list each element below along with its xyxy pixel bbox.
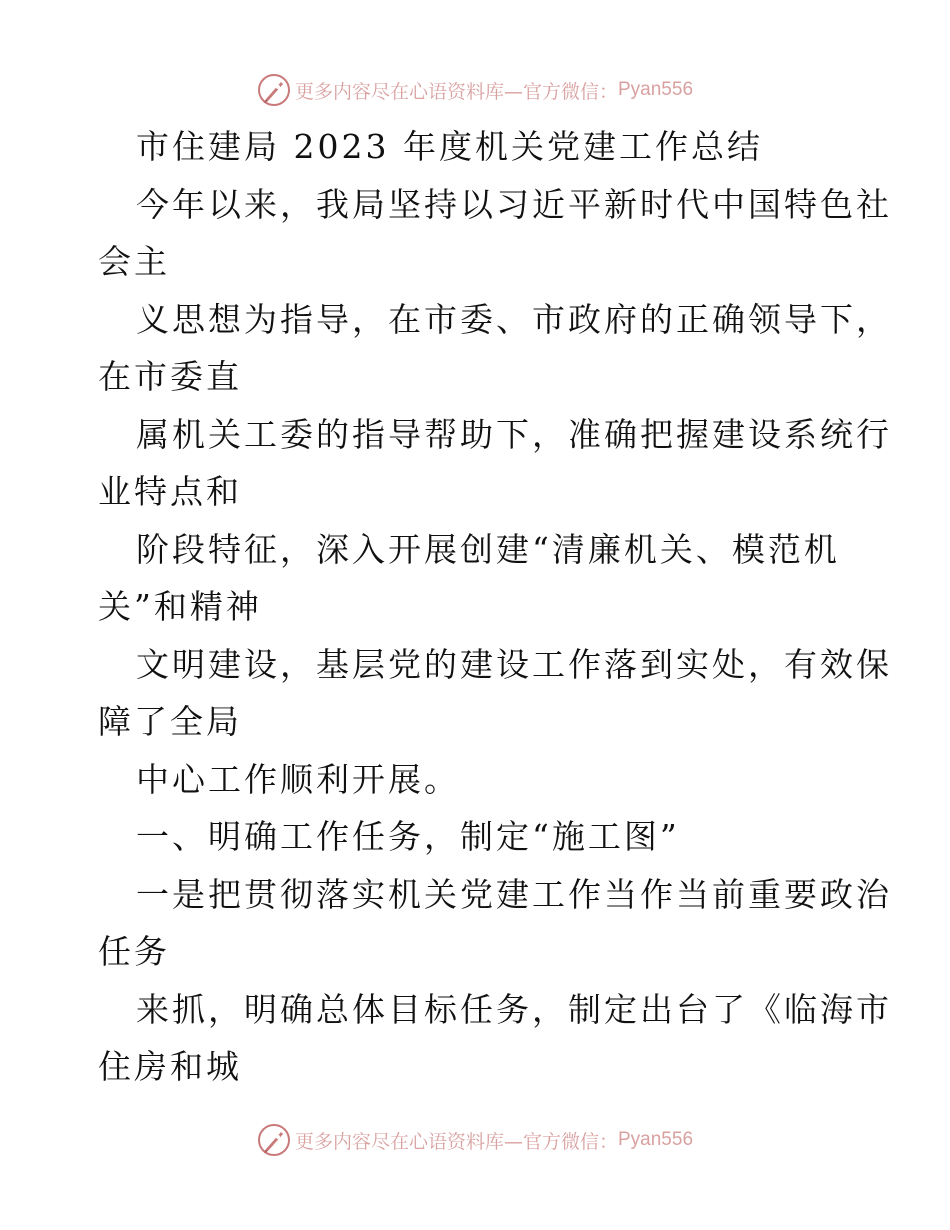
text-line: 一、明确工作任务，制定“施工图” bbox=[136, 817, 680, 856]
footer-banner bbox=[0, 1120, 950, 1160]
text-line: 今年以来，我局坚持以习近平新时代中国特色社 bbox=[136, 184, 892, 224]
text-line: 来抓，明确总体目标任务，制定出台了《临海市 bbox=[136, 989, 892, 1029]
text-line: 会主 bbox=[98, 242, 170, 281]
wechat-id: Pyan556 bbox=[618, 79, 694, 100]
text-line: 在市委直 bbox=[98, 357, 242, 396]
text-line: 关”和精神 bbox=[98, 587, 262, 626]
quill-pen-logo-icon bbox=[257, 1123, 291, 1157]
wechat-id: Pyan556 bbox=[618, 1129, 694, 1150]
text-line: 阶段特征，深入开展创建“清廉机关、模范机 bbox=[136, 529, 840, 569]
header-banner bbox=[0, 70, 950, 110]
document-body bbox=[98, 118, 892, 1096]
text-line: 属机关工委的指导帮助下，准确把握建设系统行 bbox=[136, 414, 892, 454]
text-line: 住房和城 bbox=[98, 1047, 242, 1086]
text-line: 任务 bbox=[98, 932, 170, 971]
text-line: 业特点和 bbox=[98, 472, 242, 511]
text-line: 中心工作顺利开展。 bbox=[136, 759, 460, 799]
text-line: 一是把贯彻落实机关党建工作当作当前重要政治 bbox=[136, 874, 892, 914]
banner-text: 更多内容尽在心语资料库—官方微信： bbox=[294, 80, 618, 103]
text-line: 义思想为指导，在市委、市政府的正确领导下， bbox=[136, 299, 892, 339]
banner-text: 更多内容尽在心语资料库—官方微信： bbox=[294, 1130, 618, 1153]
text-line: 文明建设，基层党的建设工作落到实处，有效保 bbox=[136, 644, 892, 684]
document-title: 市住建局 2023 年度机关党建工作总结 bbox=[136, 127, 763, 166]
quill-pen-logo-icon bbox=[257, 73, 291, 107]
text-line: 障了全局 bbox=[98, 702, 242, 741]
